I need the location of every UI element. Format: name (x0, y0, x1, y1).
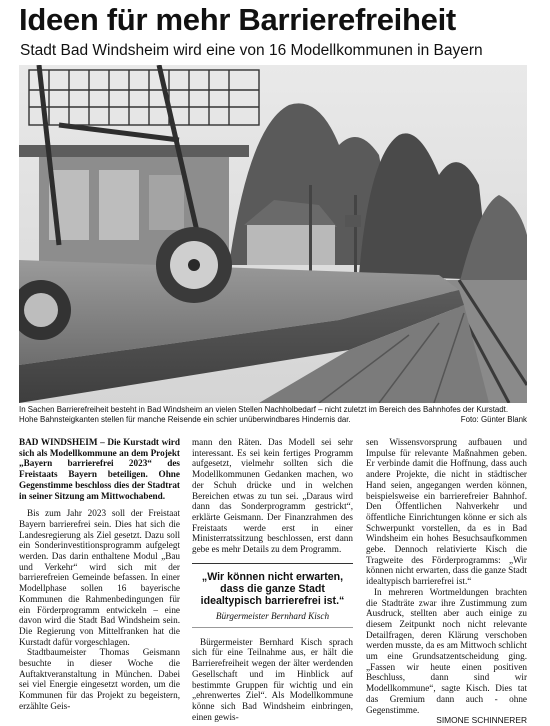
pull-quote-text: „Wir können nicht erwarten, dass die ganze Stadt idealtypisch barrierefrei ist.“ (200, 570, 345, 607)
article-column-3 (366, 437, 527, 726)
body-paragraph: Bis zum Jahr 2023 soll der Freistaat Bayern barrierefrei sein. Dies hat sich die Landesregierung als Ziel gesetzt. Dazu soll ein Sonderinvestitionsprogramm aufgelegt werden. Das darin enthaltene Modul „Bau und Verkehr“ wird sich mit der barrierefreien Gemeinde befassen. In einer Modellphase sollen 16 bayerische Kommunen die Rahmenbedingungen für ein Förderprogramm entwickeln – eine davon wird die Stadt Bad Windsheim sein. Die Regierung von Mittelfranken hat die Kurstadt dafür vorgeschlagen. (19, 508, 180, 647)
station-platform-photo (19, 65, 527, 403)
article-column-2 (192, 437, 353, 722)
lead-paragraph: BAD WINDSHEIM – Die Kurstadt wird sich als Modellkommune an dem Projekt „Bayern barrierefrei 2023“ des Freistaats Bayern beteiligen. Ohne Gegenstimme beschloss dies der Stadtrat in seiner Sitzung am Mittwochabend. (19, 437, 180, 501)
author-byline: SIMONE SCHINNERER (436, 715, 527, 726)
article-column-1 (19, 437, 180, 712)
body-paragraph: mann den Räten. Das Modell sei sehr interessant. Es sei kein fertiges Programm aufgesetzt, vielmehr sollten sich die Modellkommunen Gedanken machen, wo der Schuh drücke und in welchen Bereichen etwas zu tun sei. „Daraus wird dann das Sonderprogramm gestrickt“, erklärte Geismann. Der Finanzrahmen des Freistaats werde erst in einer Ministerratssitzung beschlossen, erst dann gebe es mehr Details zu dem Programm. (192, 437, 353, 555)
photo-credit: Foto: Günter Blank (460, 415, 527, 424)
body-paragraph: Stadtbaumeister Thomas Geismann besuchte in dieser Woche die Auftaktveranstaltung in München. Dabei sei viel Energie eingesetzt worden, um die Kommunen für das Projekt zu begeistern, erzählte Geis- (19, 647, 180, 711)
body-paragraph: sen Wissensvorsprung aufbauen und Impulse für relevante Maßnahmen geben. Er verbinde damit die Hoffnung, dass auch andere Projekte, die nicht in städtischer Hand seien, angegangen werden können, beispielsweise ein barrierefreier Bahnhof. Den Öffentlichen Nahverkehr und öffentliche Einrichtungen könne er sich als Schwerpunkt vorstellen, da es in Bad Windsheim ein hohes Besuchsaufkommen gebe. Dennoch relativierte Kisch die Tragweite des Förderprogramms: „Wir können nicht erwarten, dass die ganze Stadt idealtypisch barrierefrei ist.“ (366, 437, 527, 587)
body-paragraph: Bürgermeister Bernhard Kisch sprach sich für eine Teilnahme aus, er hält die Barrierefreiheit wegen der älter werdenden Gesellschaft und im Hinblick auf bestimmte Gruppen für wichtig und ein „ehrenwertes Ziel“. Als Modellkommune könne sich Bad Windsheim einbringen, einen gewis- (192, 636, 353, 722)
body-paragraph: In mehreren Wortmeldungen brachten die Stadträte zwar ihre Zustimmung zum Ausdruck, stellten aber auch einige zu diesem Zeitpunkt noch nicht relevante Detailfragen, deren Klärung verschoben werden musste, da es am Mittwoch schlicht um eine Grundsatzentscheidung ging. „Fassen wir heute einen positiven Beschluss, dann sind wir Modellkommune“, sagte Kisch. Dies tat das Gremium dann auch - ohne Gegenstimme. (366, 586, 527, 715)
caption-text: In Sachen Barrierefreiheit besteht in Bad Windsheim an vielen Stellen Nachholbedarf – nicht zuletzt im Bereich des Bahnhofes der Kurstadt. Hohe Bahnsteigkanten stellen für manche Reisende ein schier unüberwindbares Hindernis dar. (19, 405, 509, 424)
article-photo (19, 65, 527, 403)
pull-quote-author: Bürgermeister Bernhard Kisch (192, 610, 353, 628)
pull-quote (192, 563, 353, 628)
subheadline: Stadt Bad Windsheim wird eine von 16 Modellkommunen in Bayern (20, 42, 483, 59)
photo-caption (19, 405, 527, 425)
headline: Ideen für mehr Barrierefreiheit (19, 2, 456, 37)
